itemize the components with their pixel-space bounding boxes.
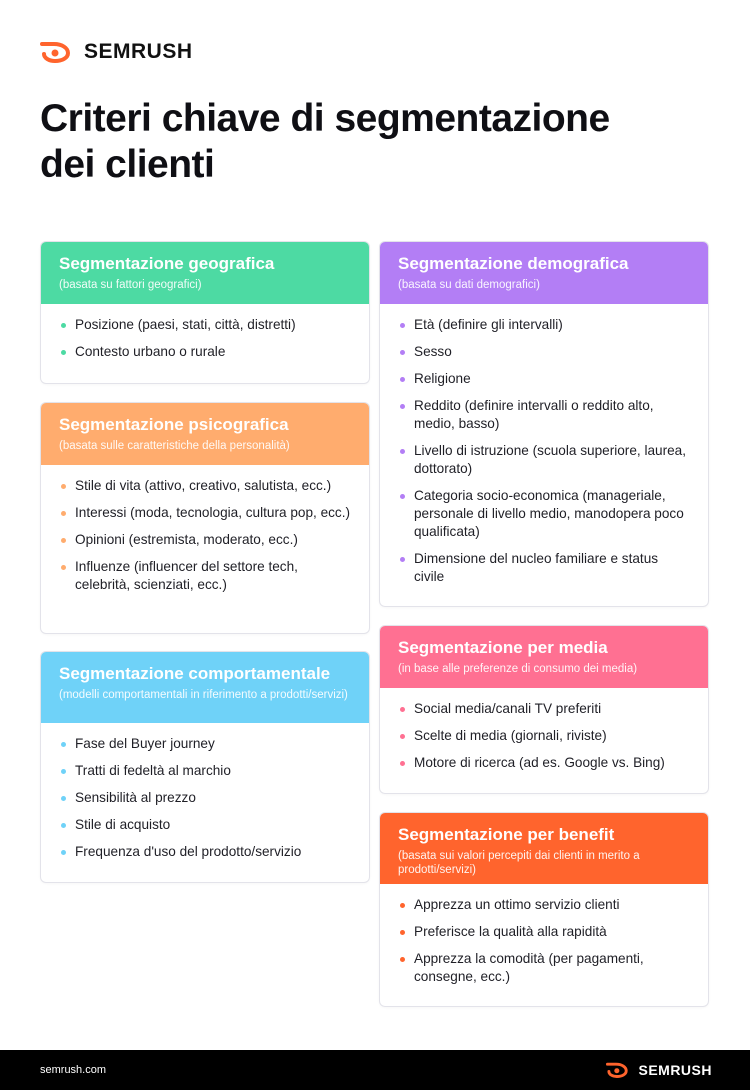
card-header xyxy=(380,242,708,304)
card-header xyxy=(380,813,708,884)
card-subheading: (in base alle preferenze di consumo dei media) xyxy=(398,663,638,675)
footer-url[interactable]: semrush.com xyxy=(40,1064,107,1076)
card-header xyxy=(41,403,369,465)
bullet-dot-icon xyxy=(400,734,405,739)
list-item xyxy=(59,531,351,549)
footer-brand-logo xyxy=(606,1062,712,1078)
footer-bar xyxy=(0,1050,750,1090)
card-benefit xyxy=(379,812,709,1007)
criteria-list xyxy=(380,688,708,772)
card-media xyxy=(379,625,709,794)
list-item-text: Religione xyxy=(414,371,471,386)
bullet-dot-icon xyxy=(400,449,405,454)
bullet-dot-icon xyxy=(61,511,66,516)
criteria-list xyxy=(41,723,369,861)
bullet-dot-icon xyxy=(61,565,66,570)
semrush-logo-icon xyxy=(40,41,76,63)
bullet-dot-icon xyxy=(400,957,405,962)
list-item xyxy=(398,487,690,541)
criteria-list xyxy=(41,304,369,361)
list-item xyxy=(398,550,690,586)
list-item xyxy=(398,896,690,914)
list-item-text: Stile di acquisto xyxy=(75,817,171,832)
list-item xyxy=(59,343,351,361)
card-heading: Segmentazione demografica xyxy=(398,254,629,273)
bullet-dot-icon xyxy=(61,823,66,828)
list-item xyxy=(59,735,351,753)
card-heading: Segmentazione geografica xyxy=(59,254,275,273)
card-header xyxy=(41,242,369,304)
list-item xyxy=(398,754,690,772)
bullet-dot-icon xyxy=(400,323,405,328)
list-item xyxy=(59,762,351,780)
list-item xyxy=(398,316,690,334)
list-item xyxy=(59,789,351,807)
list-item-text: Opinioni (estremista, moderato, ecc.) xyxy=(75,532,298,547)
list-item-text: Posizione (paesi, stati, città, distretti) xyxy=(75,317,296,332)
bullet-dot-icon xyxy=(61,850,66,855)
list-item xyxy=(59,477,351,495)
title-line-1: Criteri chiave di segmentazione xyxy=(40,97,610,140)
bullet-dot-icon xyxy=(61,350,66,355)
card-subheading: (basata su fattori geografici) xyxy=(59,279,202,291)
bullet-dot-icon xyxy=(400,707,405,712)
card-geografica xyxy=(40,241,370,384)
list-item xyxy=(59,816,351,834)
bullet-dot-icon xyxy=(400,377,405,382)
list-item xyxy=(398,923,690,941)
bullet-dot-icon xyxy=(400,930,405,935)
criteria-list xyxy=(41,465,369,594)
list-item-text: Categoria socio-economica (manageriale, personale di livello medio, manodopera poco qualificata) xyxy=(414,488,684,539)
card-subheading: (basata sulle caratteristiche della personalità) xyxy=(59,440,290,452)
list-item xyxy=(59,316,351,334)
card-heading: Segmentazione psicografica xyxy=(59,415,289,434)
bullet-dot-icon xyxy=(400,350,405,355)
brand-name: SEMRUSH xyxy=(84,40,193,63)
list-item-text: Social media/canali TV preferiti xyxy=(414,701,602,716)
list-item-text: Stile di vita (attivo, creativo, salutista, ecc.) xyxy=(75,478,332,493)
list-item-text: Sesso xyxy=(414,344,452,359)
list-item xyxy=(398,727,690,745)
bullet-dot-icon xyxy=(400,903,405,908)
list-item xyxy=(398,950,690,986)
card-heading: Segmentazione comportamentale xyxy=(59,664,331,683)
card-subheading: (basata sui valori percepiti dai clienti in merito a prodotti/servizi) xyxy=(398,850,640,876)
list-item xyxy=(59,843,351,861)
list-item-text: Fase del Buyer journey xyxy=(75,736,215,751)
list-item-text: Reddito (definire intervalli o reddito alto, medio, basso) xyxy=(414,398,654,431)
bullet-dot-icon xyxy=(400,557,405,562)
bullet-dot-icon xyxy=(61,538,66,543)
list-item-text: Interessi (moda, tecnologia, cultura pop, ecc.) xyxy=(75,505,351,520)
criteria-list xyxy=(380,884,708,986)
card-heading: Segmentazione per media xyxy=(398,638,608,657)
card-heading: Segmentazione per benefit xyxy=(398,825,615,844)
brand-logo xyxy=(40,40,193,64)
bullet-dot-icon xyxy=(61,484,66,489)
semrush-logo-icon xyxy=(606,1062,632,1078)
list-item-text: Tratti di fedeltà al marchio xyxy=(75,763,231,778)
list-item xyxy=(398,442,690,478)
title-line-2: dei clienti xyxy=(40,143,215,186)
list-item-text: Contesto urbano o rurale xyxy=(75,344,226,359)
card-header xyxy=(380,626,708,688)
list-item-text: Frequenza d'uso del prodotto/servizio xyxy=(75,844,302,859)
list-item-text: Apprezza un ottimo servizio clienti xyxy=(414,897,620,912)
list-item-text: Scelte di media (giornali, riviste) xyxy=(414,728,607,743)
criteria-list xyxy=(380,304,708,586)
list-item-text: Dimensione del nucleo familiare e status civile xyxy=(414,551,659,584)
card-subheading: (modelli comportamentali in riferimento a prodotti/servizi) xyxy=(59,689,348,701)
list-item xyxy=(398,370,690,388)
list-item-text: Sensibilità al prezzo xyxy=(75,790,196,805)
brand-name: SEMRUSH xyxy=(638,1062,712,1078)
card-psicografica xyxy=(40,402,370,634)
list-item xyxy=(59,504,351,522)
list-item-text: Età (definire gli intervalli) xyxy=(414,317,563,332)
bullet-dot-icon xyxy=(400,494,405,499)
list-item-text: Influenze (influencer del settore tech, celebrità, scienziati, ecc.) xyxy=(75,559,298,592)
bullet-dot-icon xyxy=(61,323,66,328)
card-subheading: (basata su dati demografici) xyxy=(398,279,540,291)
list-item-text: Preferisce la qualità alla rapidità xyxy=(414,924,607,939)
list-item xyxy=(398,397,690,433)
list-item xyxy=(398,700,690,718)
bullet-dot-icon xyxy=(400,761,405,766)
page-title xyxy=(40,96,680,188)
bullet-dot-icon xyxy=(61,796,66,801)
card-header xyxy=(41,652,369,723)
list-item xyxy=(59,558,351,594)
list-item-text: Livello di istruzione (scuola superiore, laurea, dottorato) xyxy=(414,443,687,476)
card-demografica xyxy=(379,241,709,607)
list-item-text: Motore di ricerca (ad es. Google vs. Bing) xyxy=(414,755,665,770)
list-item xyxy=(398,343,690,361)
card-comportamentale xyxy=(40,651,370,883)
bullet-dot-icon xyxy=(61,742,66,747)
list-item-text: Apprezza la comodità (per pagamenti, consegne, ecc.) xyxy=(414,951,644,984)
bullet-dot-icon xyxy=(400,404,405,409)
bullet-dot-icon xyxy=(61,769,66,774)
